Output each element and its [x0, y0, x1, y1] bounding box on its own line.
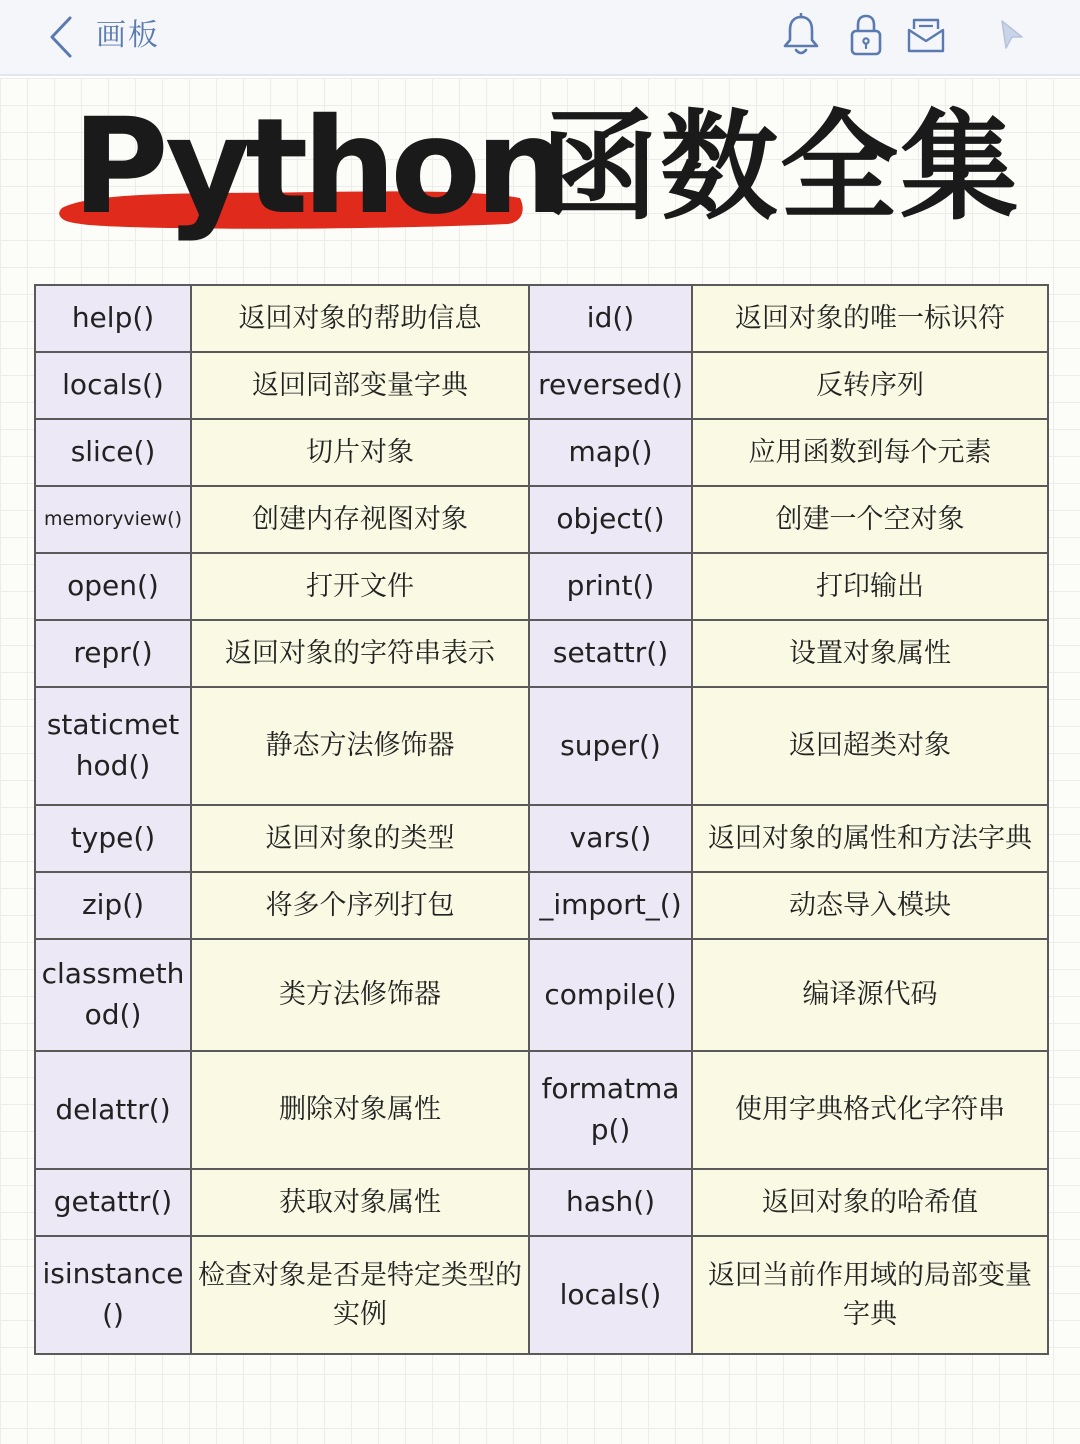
table-row — [35, 486, 1048, 553]
function-description-cell: 打印输出 — [692, 553, 1048, 620]
function-description-cell: 反转序列 — [692, 352, 1048, 419]
function-name-cell: type() — [35, 805, 191, 872]
function-name-cell: super() — [529, 687, 692, 805]
table-row — [35, 620, 1048, 687]
function-description-cell: 动态导入模块 — [692, 872, 1048, 939]
function-name-cell: _import_() — [529, 872, 692, 939]
lock-button[interactable] — [845, 12, 887, 58]
function-name-cell: map() — [529, 419, 692, 486]
function-name-cell: hash() — [529, 1169, 692, 1236]
function-description-cell: 删除对象属性 — [191, 1051, 529, 1169]
poster-title-chinese: 函数全集 — [540, 98, 1021, 236]
table-row — [35, 1236, 1048, 1354]
function-description-cell: 创建内存视图对象 — [191, 486, 529, 553]
function-description-cell: 静态方法修饰器 — [191, 687, 529, 805]
top-app-bar — [0, 0, 1080, 76]
function-name-cell: locals() — [35, 352, 191, 419]
pointer-icon — [996, 18, 1026, 52]
table-row — [35, 285, 1048, 352]
notification-button[interactable] — [780, 12, 822, 58]
function-description-cell: 返回对象的唯一标识符 — [692, 285, 1048, 352]
function-name-cell: classmethod() — [35, 939, 191, 1051]
table-row — [35, 1169, 1048, 1236]
function-description-cell: 返回当前作用域的局部变量字典 — [692, 1236, 1048, 1354]
function-name-cell: print() — [529, 553, 692, 620]
function-name-cell: delattr() — [35, 1051, 191, 1169]
bell-icon — [782, 13, 820, 57]
function-description-cell: 返回对象的字符串表示 — [191, 620, 529, 687]
function-table — [34, 284, 1049, 1355]
function-name-cell: memoryview() — [35, 486, 191, 553]
table-row — [35, 687, 1048, 805]
function-description-cell: 使用字典格式化字符串 — [692, 1051, 1048, 1169]
function-name-cell: open() — [35, 553, 191, 620]
inbox-icon — [906, 15, 946, 55]
lock-icon — [848, 13, 884, 57]
back-button[interactable] — [40, 12, 80, 62]
table-row — [35, 805, 1048, 872]
page-title: 画板 — [96, 18, 160, 53]
function-name-cell: locals() — [529, 1236, 692, 1354]
function-description-cell: 返回对象的类型 — [191, 805, 529, 872]
function-description-cell: 设置对象属性 — [692, 620, 1048, 687]
function-description-cell: 编译源代码 — [692, 939, 1048, 1051]
function-description-cell: 返回同部变量字典 — [191, 352, 529, 419]
table-row — [35, 419, 1048, 486]
function-name-cell: repr() — [35, 620, 191, 687]
inbox-button[interactable] — [905, 12, 947, 58]
table-row — [35, 939, 1048, 1051]
function-description-cell: 返回超类对象 — [692, 687, 1048, 805]
function-description-cell: 将多个序列打包 — [191, 872, 529, 939]
poster-title-latin: Python — [72, 90, 563, 244]
function-name-cell: slice() — [35, 419, 191, 486]
pointer-tool-button[interactable] — [990, 12, 1032, 58]
function-name-cell: getattr() — [35, 1169, 191, 1236]
function-description-cell: 应用函数到每个元素 — [692, 419, 1048, 486]
function-name-cell: compile() — [529, 939, 692, 1051]
table-row — [35, 1051, 1048, 1169]
function-name-cell: help() — [35, 285, 191, 352]
function-description-cell: 检查对象是否是特定类型的实例 — [191, 1236, 529, 1354]
table-row — [35, 352, 1048, 419]
function-description-cell: 创建一个空对象 — [692, 486, 1048, 553]
function-name-cell: object() — [529, 486, 692, 553]
function-description-cell: 返回对象的哈希值 — [692, 1169, 1048, 1236]
function-description-cell: 返回对象的属性和方法字典 — [692, 805, 1048, 872]
function-description-cell: 类方法修饰器 — [191, 939, 529, 1051]
function-name-cell: vars() — [529, 805, 692, 872]
table-row — [35, 872, 1048, 939]
function-name-cell: reversed() — [529, 352, 692, 419]
function-description-cell: 返回对象的帮助信息 — [191, 285, 529, 352]
function-description-cell: 获取对象属性 — [191, 1169, 529, 1236]
function-name-cell: formatmap() — [529, 1051, 692, 1169]
function-name-cell: zip() — [35, 872, 191, 939]
function-name-cell: staticmethod() — [35, 687, 191, 805]
function-description-cell: 切片对象 — [191, 419, 529, 486]
back-chevron-icon — [46, 14, 74, 60]
function-name-cell: setattr() — [529, 620, 692, 687]
function-name-cell: id() — [529, 285, 692, 352]
table-row — [35, 553, 1048, 620]
function-name-cell: isinstance() — [35, 1236, 191, 1354]
function-description-cell: 打开文件 — [191, 553, 529, 620]
